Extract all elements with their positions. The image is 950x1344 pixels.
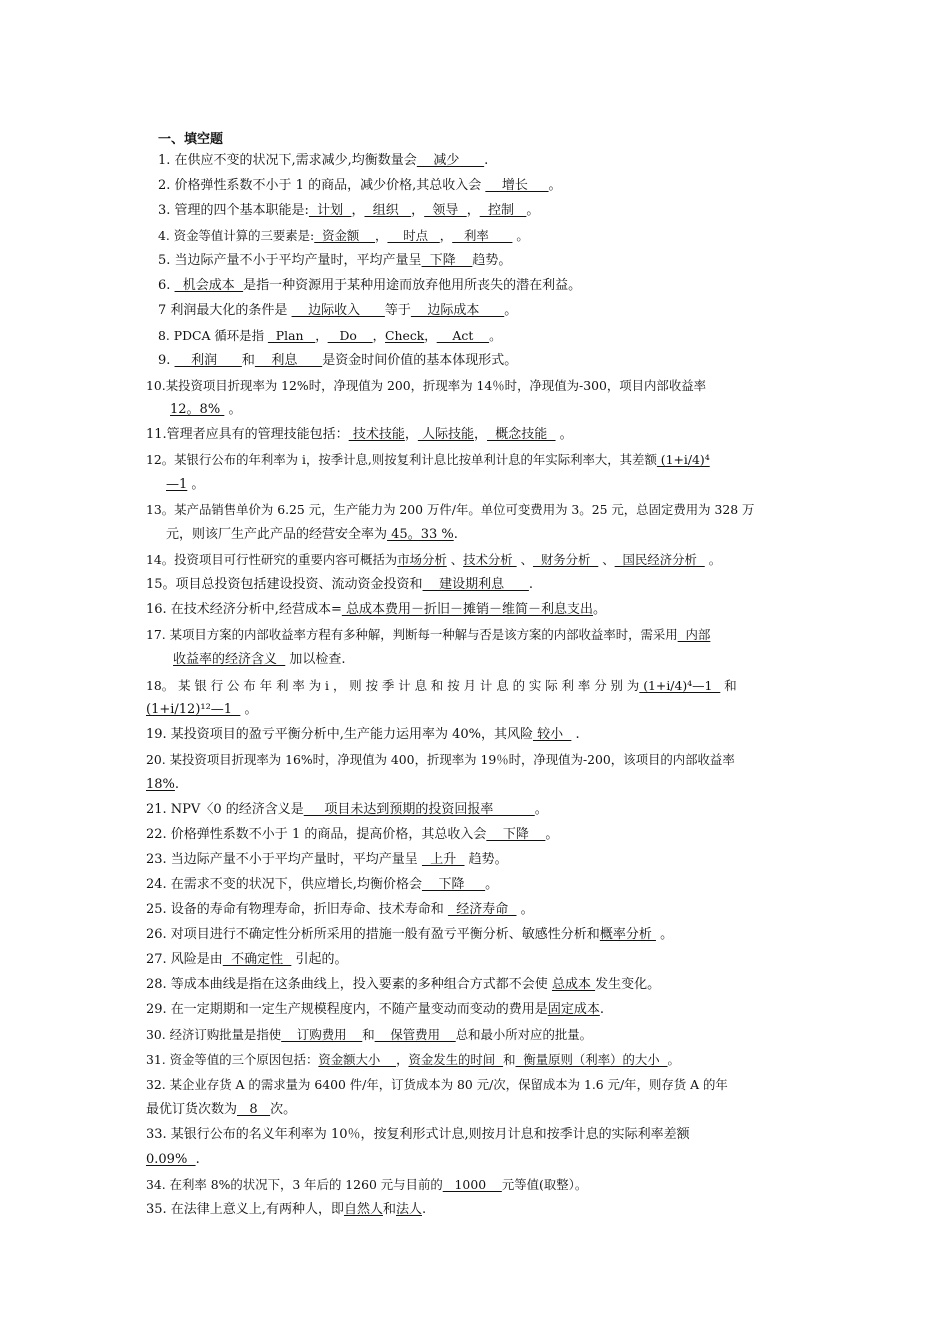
question-line [146, 1201, 426, 1219]
question-line [146, 1001, 604, 1019]
answer-blank: 利率 [452, 228, 513, 243]
question-text: 。 [504, 303, 518, 318]
question-text: 元等值(取整）。 [501, 1177, 588, 1192]
question-line [146, 1051, 680, 1069]
question-line [166, 526, 458, 544]
question-line [158, 252, 511, 270]
question-text: 。 [592, 602, 606, 617]
question-text: 、 [598, 552, 615, 567]
question-text: 16. 在技术经济分析中,经营成本= [146, 602, 342, 617]
question-line [158, 327, 501, 345]
question-text: 15。项目总投资包括建设投资、流动资金投资和 [146, 577, 423, 592]
answer-blank: 经济寿命 [447, 902, 517, 917]
question-text: 35. 在法律上意义上,有两种人，即 [146, 1202, 344, 1217]
answer-blank: 上升 [421, 852, 465, 867]
question-line [146, 726, 580, 744]
question-text: ， [439, 228, 453, 243]
question-text: 、 [446, 552, 464, 567]
question-text: 7 利润最大化的条件是 [158, 303, 292, 318]
question-line [166, 476, 204, 494]
answer-blank: 机会成本 [174, 278, 244, 293]
question-text: 和 [362, 1027, 375, 1042]
question-text: 最优订货次数为 [146, 1102, 238, 1117]
question-text: . [571, 727, 580, 742]
question-line [146, 701, 258, 719]
answer-blank: 总成本费用－折旧－摊销－维简－利息支出 [341, 602, 593, 617]
question-text: 28. 等成本曲线是指在这条曲线上，投入要素的多种组合方式都不会使 [146, 977, 552, 992]
question-line [146, 1126, 690, 1144]
question-text: 。 [489, 328, 502, 343]
question-text: 5. 当边际产量不小于平均产量时，平均产量呈 [158, 253, 422, 268]
question-line [146, 601, 606, 619]
answer-blank: (1+i/12)¹²—1 [146, 702, 241, 717]
question-line [146, 377, 706, 395]
question-text: 14。投资项目可行性研究的重要内容可概括为 [146, 552, 398, 567]
answer-blank: 不确定性 [222, 952, 292, 967]
question-text: 等于 [384, 303, 411, 318]
question-text: 。 [534, 802, 548, 817]
question-text: 总和最小所对应的批量。 [455, 1027, 593, 1042]
answer-blank: 概率分析 [599, 927, 656, 942]
question-text: 。 [545, 827, 559, 842]
question-text: 和 [720, 678, 737, 693]
question-text: 是指一种资源用于某种用途而放弃他用所丧失的潜在利益。 [243, 278, 582, 293]
answer-blank: 法人 [395, 1202, 422, 1217]
question-line [173, 651, 346, 669]
question-text: 加以检查. [285, 652, 346, 667]
question-text: 25. 设备的寿命有物理寿命，折旧寿命、技术寿命和 [146, 902, 448, 917]
answer-blank: 自然人 [343, 1202, 383, 1217]
question-text: ， [466, 203, 480, 218]
answer-blank: 内部 [677, 627, 711, 642]
question-text: 12。某银行公布的年利率为 i，按季计息,则按复利计息比按单利计息的年实际利率大，其差额 [146, 452, 657, 467]
question-text: 6. [158, 278, 175, 293]
answer-blank: Plan [267, 328, 316, 343]
answer-blank: 计划 [308, 203, 352, 218]
answer-blank: 技术分析 [463, 552, 517, 567]
question-text: 发生变化。 [595, 977, 661, 992]
answer-blank: 下降 [421, 253, 473, 268]
question-text: ， [315, 328, 328, 343]
answer-blank: Do [327, 328, 373, 343]
question-line [146, 551, 721, 569]
question-line [146, 826, 558, 844]
answer-blank: 时点 [387, 228, 440, 243]
question-line [146, 1151, 200, 1169]
answer-blank: 收益率的经济含义 [173, 652, 286, 667]
answer-blank: 保管费用 [374, 1027, 456, 1042]
answer-blank: 45。33 % [387, 527, 454, 542]
question-line [146, 926, 673, 944]
answer-blank: 订购费用 [281, 1027, 363, 1042]
question-line [146, 776, 179, 794]
question-text: . [453, 527, 458, 542]
question-line [146, 1076, 728, 1094]
question-line [146, 451, 710, 469]
question-line [146, 576, 533, 594]
question-text: 引起的。 [291, 952, 348, 967]
answer-blank: 增长 [485, 178, 549, 193]
question-text: 1. 在供应不变的状况下,需求减少,均衡数量会 [158, 153, 417, 168]
answer-blank: 边际收入 [291, 303, 385, 318]
answer-blank: 领导 [424, 203, 467, 218]
question-text: 24. 在需求不变的状况下，供应增长,均衡价格会 [146, 877, 422, 892]
question-text: ， [424, 328, 437, 343]
question-text: 18。 某 银 行 公 布 年 利 率 为 i ， 则 按 季 计 息 和 按 月 计 息 的 实 际 利 率 分 别 为 [146, 678, 640, 693]
question-text: . [599, 1002, 604, 1017]
question-line [146, 426, 573, 444]
answer-blank: 1000 [442, 1177, 502, 1192]
answer-blank: 总成本 [551, 977, 596, 992]
answer-blank: 利润 [174, 353, 242, 368]
question-text: . [174, 777, 180, 792]
question-text: 。 [240, 702, 258, 717]
answer-blank: 项目未达到预期的投资回报率 [303, 802, 535, 817]
answer-blank: 市场分析 [397, 552, 447, 567]
question-line [146, 677, 737, 695]
question-line [158, 302, 517, 320]
question-text: 27. 风险是由 [146, 952, 223, 967]
question-text: 13。某产品销售单价为 6.25 元，生产能力为 200 万件/年。单位可变费用为 3。25 元，总固定费用为 328 万 [146, 502, 755, 517]
question-text: 20. 某投资项目折现率为 16%时，净现值为 400，折现率为 19％时，净现值为-200，该项目的内部收益率 [146, 752, 735, 767]
question-text: 和 [503, 1052, 516, 1067]
answer-blank: 国民经济分析 [614, 552, 705, 567]
answer-blank: 资金额大小 [318, 1052, 397, 1067]
question-line [146, 976, 660, 994]
question-line [146, 1176, 587, 1194]
question-text: . [195, 1152, 200, 1167]
question-text: 26. 对项目进行不确定性分析所采用的措施一般有盈亏平衡分析、敏感性分析和 [146, 927, 600, 942]
question-line [146, 851, 508, 869]
question-text: 21. NPV〈0 的经济含义是 [146, 802, 304, 817]
question-text: ， [396, 1052, 409, 1067]
question-line [158, 277, 581, 295]
question-line [158, 202, 539, 220]
answer-blank: 资金额 [314, 228, 376, 243]
question-text: 。 [224, 402, 242, 417]
answer-blank: 衡量原则（利率）的大小 [515, 1052, 668, 1067]
question-text: 30. 经济订购批量是指使 [146, 1027, 282, 1042]
answer-blank: 0.09% [146, 1152, 196, 1167]
question-text: 22. 价格弹性系数不小于 1 的商品，提高价格，其总收入会 [146, 827, 487, 842]
question-text: 、 [516, 552, 533, 567]
answer-blank: Act [436, 328, 490, 343]
question-text: ， [375, 228, 388, 243]
question-text: ， [411, 203, 425, 218]
question-text: 次。 [270, 1102, 297, 1117]
question-line [146, 901, 534, 919]
question-text: 。 [516, 902, 534, 917]
question-text: 33. 某银行公布的名义年利率为 10％，按复利形式计息,则按月计息和按季计息的实际利率差额 [146, 1127, 690, 1142]
answer-blank: 资金发生的时间 [408, 1052, 504, 1067]
question-text: 10.某投资项目折现率为 12%时，净现值为 200，折现率为 14％时，净现值为-300，项目内部收益率 [146, 378, 706, 393]
question-text: 。 [485, 877, 499, 892]
question-text: 。 [526, 203, 540, 218]
answer-blank: 12。8% [170, 402, 225, 417]
question-text: 9. [158, 353, 175, 368]
answer-blank: 固定成本 [547, 1002, 600, 1017]
answer-blank: 减少 [416, 153, 485, 168]
question-text: 29. 在一定期期和一定生产规模程度内，不随产量变动而变动的费用是 [146, 1002, 548, 1017]
question-text: 。 [667, 1052, 680, 1067]
question-text: 23. 当边际产量不小于平均产量时，平均产量呈 [146, 852, 422, 867]
answer-blank: 财务分析 [532, 552, 599, 567]
question-text: 元，则该厂生产此产品的经营安全率为 [166, 527, 388, 542]
answer-blank: 人际技能 [417, 427, 474, 442]
question-text: ， [473, 427, 487, 442]
question-text: 31. 资金等值的三个原因包括： [146, 1052, 319, 1067]
question-text: 3. 管理的四个基本职能是: [158, 203, 309, 218]
question-text: 11.管理者应具有的管理技能包括： [146, 427, 349, 442]
question-line [146, 751, 735, 769]
question-text: 32. 某企业存货 A 的需求量为 6400 件/年，订货成本为 80 元/次，保留成本为 1.6 元/年，则存货 A 的年 [146, 1077, 728, 1092]
question-text: 。 [704, 552, 722, 567]
question-text: 。 [512, 228, 529, 243]
question-text: 。 [187, 477, 205, 492]
question-line [158, 352, 517, 370]
question-text: 34. 在利率 8%的状况下，3 年后的 1260 元与目前的 [146, 1177, 443, 1192]
question-line [158, 177, 562, 195]
question-line [146, 876, 498, 894]
question-line [158, 227, 529, 245]
question-line [146, 1026, 592, 1044]
answer-blank: 组织 [364, 203, 412, 218]
question-text: 8. PDCA 循环是指 [158, 328, 268, 343]
answer-blank: 下降 [421, 877, 486, 892]
question-text: 17. 某项目方案的内部收益率方程有多种解，判断每一种解与否是该方案的内部收益率时，需采用 [146, 627, 678, 642]
answer-blank: 较小 [532, 727, 572, 742]
question-text: 。 [655, 927, 674, 942]
section-title: 一、填空题 [158, 132, 224, 147]
answer-blank: 技术技能 [348, 427, 405, 442]
answer-blank: 概念技能 [487, 427, 556, 442]
answer-blank: 利息 [254, 353, 323, 368]
question-text: ， [404, 427, 418, 442]
answer-blank: 下降 [486, 827, 546, 842]
answer-blank: (1+i/4)⁴—1 [639, 678, 721, 693]
question-line [146, 501, 754, 519]
question-text: 。 [548, 178, 562, 193]
question-line [158, 152, 488, 170]
question-text: 是资金时间价值的基本体现形式。 [322, 353, 518, 368]
question-line [146, 1101, 296, 1119]
question-text: ， [372, 328, 386, 343]
answer-blank: 建设期利息 [422, 577, 529, 592]
answer-blank: 控制 [479, 203, 527, 218]
answer-blank: (1+i/4)⁴ [656, 452, 710, 467]
question-text: . [528, 577, 534, 592]
answer-blank: 边际成本 [410, 303, 505, 318]
question-text: 趋势。 [472, 253, 512, 268]
question-line [170, 401, 241, 419]
question-text: . [484, 153, 489, 168]
question-text: 19. 某投资项目的盈亏平衡分析中,生产能力运用率为 40%，其风险 [146, 727, 533, 742]
question-text: 。 [555, 427, 573, 442]
question-text: 4. 资金等值计算的三要素是: [158, 228, 315, 243]
question-line [146, 626, 710, 644]
question-text: 2. 价格弹性系数不小于 1 的商品，减少价格,其总收入会 [158, 178, 486, 193]
question-line [146, 951, 347, 969]
question-text: ， [351, 203, 365, 218]
question-text: 趋势。 [464, 852, 508, 867]
answer-blank: —1 [166, 477, 188, 492]
answer-blank: Check [385, 328, 425, 343]
question-line [146, 801, 548, 819]
question-text: . [422, 1202, 427, 1217]
question-text: 和 [382, 1202, 396, 1217]
answer-blank: 8 [237, 1102, 271, 1117]
answer-blank: 18% [146, 777, 175, 792]
question-text: 和 [241, 353, 255, 368]
